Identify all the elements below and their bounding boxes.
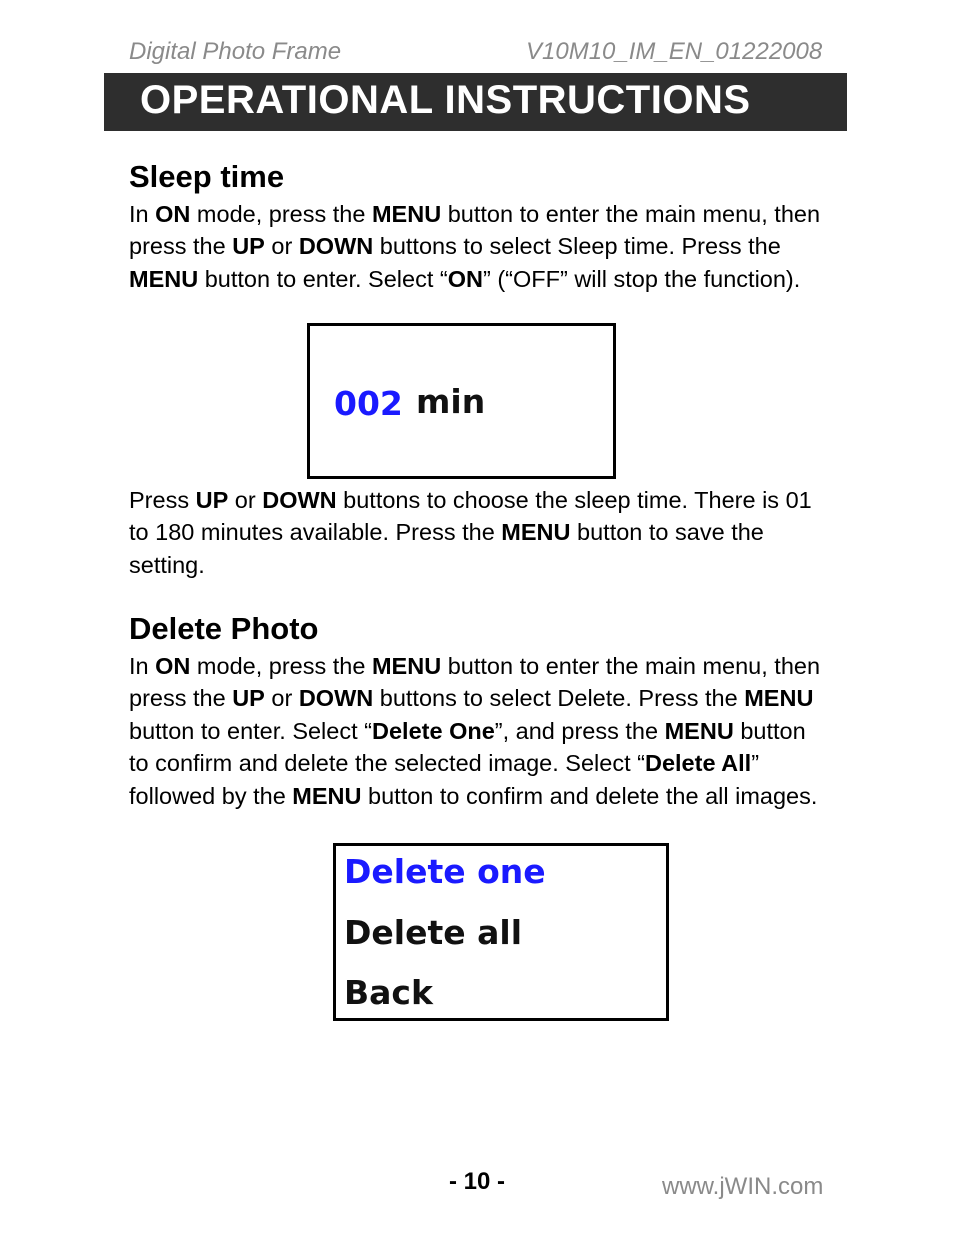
title-banner xyxy=(104,73,847,131)
menu-item-delete-one: Delete one xyxy=(344,852,546,891)
page-title: OPERATIONAL INSTRUCTIONS xyxy=(140,78,751,122)
delete-screen xyxy=(333,843,669,1021)
sleep-paragraph-1: In ON mode, press the MENU button to enter the main menu, then press the UP or DOWN buttons to select Sleep time. Press the MENU button to enter. Select “ON” (“OFF” will stop the function). xyxy=(129,201,821,292)
sleep-screen xyxy=(307,323,616,479)
section-title-delete: Delete Photo xyxy=(129,611,319,646)
sleep-paragraph-2: Press UP or DOWN buttons to choose the sleep time. There is 01 to 180 minutes available. Press the MENU button to save the setting. xyxy=(129,487,812,578)
delete-paragraph-1: In ON mode, press the MENU button to enter the main menu, then press the UP or DOWN buttons to select Delete. Press the MENU button to enter. Select “Delete One”, and press the MENU button to confirm and delete the selected image. Select “Delete All” followed by the MENU button to confirm and delete the all images. xyxy=(129,653,821,809)
sleep-value: 002 xyxy=(334,384,403,423)
menu-item-delete-all: Delete all xyxy=(344,913,523,952)
page-number: - 10 - xyxy=(449,1168,506,1195)
header-left: Digital Photo Frame xyxy=(129,38,342,65)
menu-item-back: Back xyxy=(344,973,433,1012)
footer-website: www.jWIN.com xyxy=(662,1173,824,1200)
header-right: V10M10_IM_EN_01222008 xyxy=(526,38,823,65)
sleep-unit: min xyxy=(416,382,486,421)
section-title-sleep: Sleep time xyxy=(129,159,285,194)
